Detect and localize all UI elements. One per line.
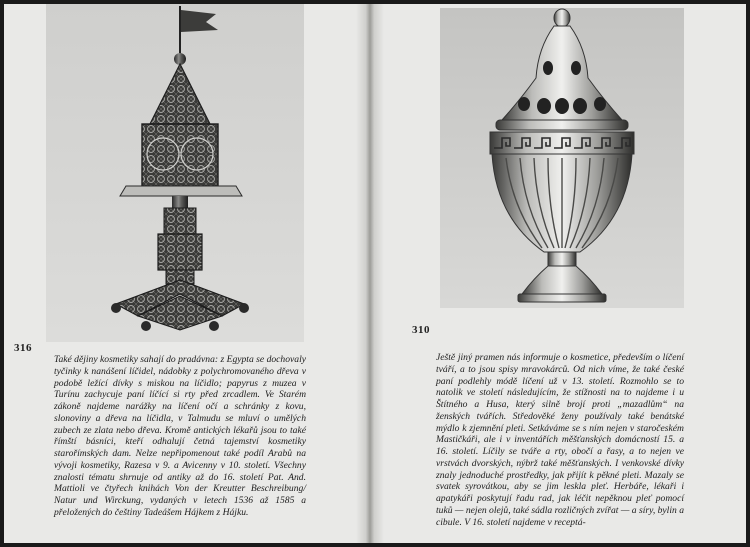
body-text: Ještě jiný pramen nás informuje o kosmetice, především o líčení tváří, a to jsou spisy mravokárců. Od nich víme, že také české paní podlehly módě líčení už v 13. století. Rozmohlo se to natolik ve století následujícím, že stížnosti na to najdeme i u Štítného a Husa, který silně brojí proti „mazadlům“ na ženských tvářích. Středověké ženy používaly také benátské mýdlo k zjemnění pleti. Setkáváme se s ním nejen v staročeském Mastičkáři, ale i v inventářích měšťanských domácností 15. a 16. století. Líčily se tváře a rty, obočí a řasy, a to nejen ve vrstvách dvorských, nýbrž také měšťanských. I venkovské dívky znaly jednoduché prostředky, jak přijít k pěkné pleti. Mazaly se svatek syrovátkou, aby se jim leskla pleť. Herbáře, lékaři i apatykáři poskytují řadu rad, jak léčit nepěknou pleť pomocí tuků — nejen olejů, také sádla rozličných zvířat — a síry, bylin a cibule. V 16. století najdeme v receptá- xyxy=(436,352,684,528)
right-page xyxy=(380,4,746,543)
silver-urn-photo xyxy=(440,8,684,308)
left-page xyxy=(4,4,360,543)
book-spread xyxy=(4,4,746,543)
filigree-spice-tower-illustration xyxy=(46,4,304,342)
page-number: 310 xyxy=(412,324,430,336)
spice-tower-photo xyxy=(46,4,304,342)
page-number: 316 xyxy=(14,342,32,354)
silver-urn-illustration xyxy=(440,8,684,308)
body-text: Také dějiny kosmetiky sahají do pradávna: z Egypta se dochovaly tyčinky k nanášení líčidel, nádobky z polychromovaného dřeva v podobě ležící dívky s miskou na líčidlo; papyrus z muzea v Turínu zachycuje paní líčící si rty před zrcadlem. Ve Starém zákoně najdeme narážky na líčení očí a schránky z kovu, slonoviny a dřeva na líčidla, v Talmudu se mluví o umělých zubech ze zlata nebo dřeva. Kromě antických lékařů jsou to také římští básníci, kteří odhalují četná tajemství kosmetiky starořímských dam. Nelze nepřipomenout také podíl Arabů na vývoji kosmetiky, Razesa v 9. a Avicenny v 10. století. Všechny znalosti tématu shrnuje od antiky až do 16. století Pat. And. Mattioli ve čtyřech knihách Von der Kreutter Beschreibung/ Natur und Wirckung, vydaných v letech 1536 až 1585 a přeložených do češtiny Tadeášem Hájkem z Hájku. xyxy=(54,354,306,518)
